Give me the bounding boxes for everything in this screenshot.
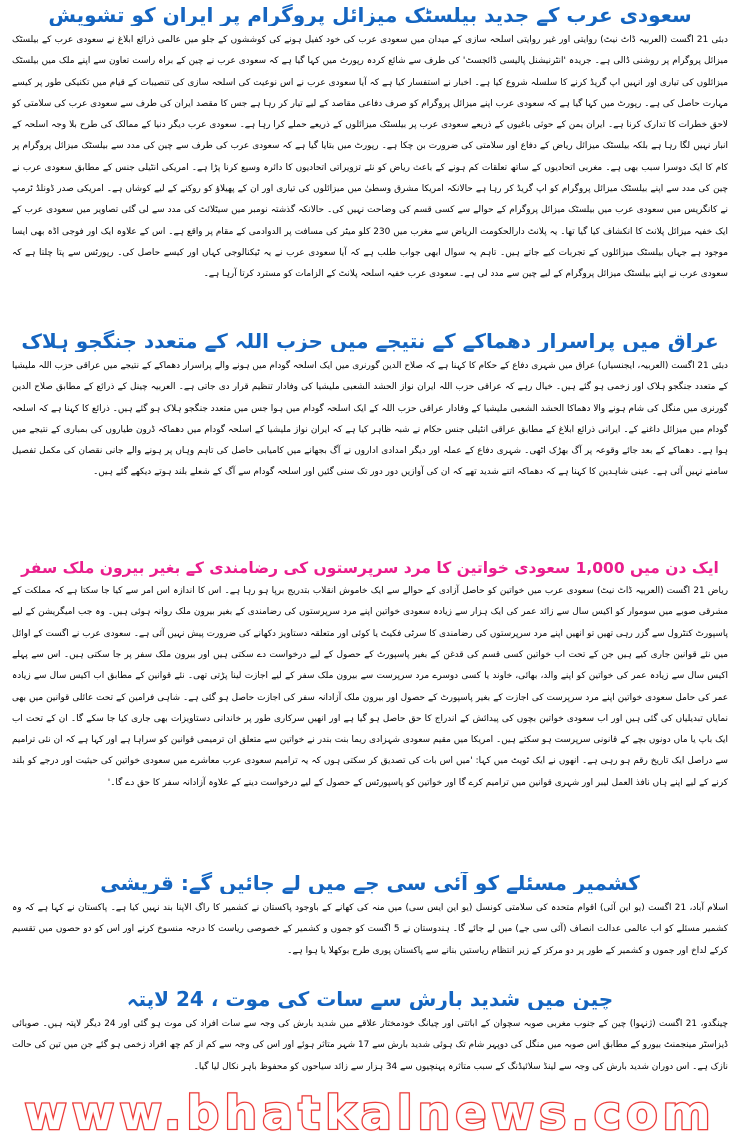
- article-saudi-missile: [12, 4, 728, 337]
- article-china-rain: [12, 988, 728, 1089]
- article-body: ریاض 21 اگست (العربیہ ڈاٹ نیٹ) سعودی عرب میں خواتین کو حاصل آزادی کے حوالے سے ایک خاموش انقلاب بتدریج برپا ہو رہا ہے۔ اس کا اندازہ اس امر سے کیا جا سکتا ہے کہ مملکت کے مشرقی صوبے میں سوموار کو اکیس سال سے زائد عمر کی ایک ہزار سے زیادہ سعودی خواتین اپنے مرد سرپرستوں کی رضامندی کے بغیر بیرون ملک روانہ ہوئی ہیں۔ وہ جب امیگریشن کے لیے پاسپورٹ کنٹرول سے گزر رہی تھیں تو انھیں اپنے مرد سرپرستوں کی رضامندی کا سرٹی فکیٹ یا کوئی اور متعلقہ دستاویز دکھانے کی ضرورت پیش نہیں آئی ہے۔ سعودی عرب نے اگست کے اوائل میں نئے قوانین جاری کیے ہیں جن کے تحت اب خواتین کسی قسم کی قدغن کے بغیر پاسپورٹ کے حصول کے لیے درخواست دے سکتی ہیں اور بیرون ملک سفر پر جا سکتی ہیں۔ اس سے پہلے اکیس سال سے زیادہ عمر کی خواتین کو اپنے والد، بھائی، خاوند یا کسی دوسرے مرد سرپرست سے بیرون ملک سفر کے لیے اجازت لینا پڑتی تھی۔ نئے قوانین کے مطابق اب اکیس سال سے زیادہ عمر کی حامل سعودی خواتین اپنے مرد سرپرست کی اجازت کے بغیر پاسپورٹ کے حصول اور بیرون ملک آزادانہ سفر کی اجازت حاصل ہو گئی ہے۔ شاہی فرامین کے تحت عائلی قوانین میں بھی نمایاں تبدیلیاں کی گئی ہیں اور اب سعودی خواتین بچوں کی پیدائش کے اندراج کا حق حاصل ہو گیا ہے اور انھیں سرکاری طور پر خاندانی دستاویزات بھی جاری کیا جا سکے گا۔ ان کے تحت اب ایک باپ یا ماں دونوں بچے کے قانونی سرپرست ہو سکتے ہیں۔ امریکا میں مقیم سعودی شہزادی ریما بنت بندر نے خواتین سے متعلق ان ترمیمی قوانین کو سراہا ہے اور کہا ہے کہ ان نئی ترامیم سے دراصل ایک تاریخ رقم ہو رہی ہے۔ انھوں نے ایک ٹویٹ میں کہا: 'میں اس بات کی تصدیق کر سکتی ہوں کہ یہ ترامیم سعودی عرب معاشرے میں سعودی خواتین کی حیثیت اور درجے کو بلند کرنے کے لیے اپنے ہاں نافذ العمل لیبر اور شہری قوانین میں ترامیم کرے گا اور خواتین کو پاسپورٹس کے حصول کے لیے درخواست دینے کے علاوہ آزادانہ سفر کا حق دے گا۔': [12, 586, 728, 788]
- article-body: اسلام آباد، 21 اگست (یو این آئی) اقوام متحدہ کی سلامتی کونسل (یو این ایس سی) میں منہ کی کھانے کے باوجود پاکستان نے کشمیر کا راگ الاپنا بند نہیں کیا ہے۔ پاکستان نے کہا ہے کہ وہ کشمیر مسئلے کو اب عالمی عدالت انصاف (آئی سی جے) میں لے جائے گا۔ ہندوستان نے 5 اگست کو جموں و کشمیر کے خصوصی ریاست کا درجہ منسوخ کرنے اور اس کو دو حصوں میں تقسیم کرکے لداخ اور جموں و کشمیر کے طور پر دو مرکز کے زیر انتظام ریاستیں بنانے سے پاکستان پوری طرح بوکھلا یا ہوا ہے۔: [12, 903, 728, 956]
- article-body: دبئی 21 اگست (العربیہ، ایجنسیاں) عراق میں شہری دفاع کے حکام کا کہنا ہے کہ صلاح الدین گورنری میں ایک اسلحہ گودام میں ہونے والے پراسرار دھماکے کے نتیجے میں عراقی حزب اللہ ملیشیا کے متعدد جنگجو ہلاک اور زخمی ہو گئے ہیں۔ خیال رہے کہ عراقی حزب اللہ ایران نواز الحشد الشعبی ملیشیا کی وفادار تنظیم قرار دی جاتی ہے۔ العربیہ چینل کے ذرائع کے مطابق صلاح الدین گورنری میں منگل کی شام ہونے والا دھماکا الحشد الشعبی ملیشیا کے وفادار عراقی حزب اللہ کے ایک اسلحہ گودام میں ہوا جس میں متعدد جنگجو ہلاک ہو گئے ہیں۔ ذرائع کا کہنا ہے کہ اسلحہ گودام میں میزائل داغنے کے۔ ایرانی ذرائع ابلاغ کے مطابق عراقی انٹیلی جنس حکام نے شبہ ظاہر کیا ہے کہ ایران نواز ملیشیا کے اسلحہ گودام میں دھماکہ ڈرون طیاروں کی بمباری کے نتیجے میں ہوا ہے۔ دھماکے کے بعد جائے وقوعہ پر آگ بھڑک اٹھی۔ شہری دفاع کے عملہ اور دیگر امدادی اداروں نے آگ بجھانے میں کامیابی حاصل کی تاہم وہاں پر ہونے والے جانی نقصان کی مکمل تفصیل سامنے نہیں آئی ہے۔ عینی شاہدین کا کہنا ہے کہ دھماکہ اتنے شدید تھے کہ ان کی آوازیں دور دور تک سنی گئیں اور اسلحہ گودام سے آگ کے شعلے بلند ہوتے دیکھے گئے ہیں۔: [12, 361, 728, 478]
- article-saudi-women-travel: [12, 560, 728, 866]
- article-kashmir-icj: [12, 872, 728, 995]
- article-body: چینگدو، 21 اگست (ژنہوا) چین کے جنوب مغربی صوبہ سچوان کے اباتتی اور چیانگ خودمختار علاقے میں شدید بارش کی وجہ سے سات افراد کی موت ہو گئی اور 24 دیگر لاپتہ ہیں۔ صوبائی ڈیزاسٹر مینجمنٹ بیورو کے مطابق اس صوبہ میں منگل کی دوپہر شام تک ہوئی شدید بارش سے 17 شہر متاثر ہوئے اور اس کی وجہ سے کم از کم چھ افراد زخمی ہو گئے جن میں تین کی حالت نازک ہے۔ اس دوران شدید بارش کی وجہ سے لینڈ سلائیڈنگ کے سبب متاثرہ پہنچیوں سے 34 ہزار سے زائد سیاحوں کو محفوظ باہر نکال لیا گیا۔: [12, 1019, 728, 1072]
- site-footer: [0, 1086, 740, 1141]
- article-body: دبئی 21 اگست (العربیہ ڈاٹ نیٹ) روایتی اور غیر روایتی اسلحہ سازی کے میدان میں سعودی عرب کی خود کفیل ہونے کی کوششوں کے جلو میں عالمی ذرائع ابلاغ نے سعودی عرب کے بیلسٹک میزائل پروگرام پر روشنی ڈالی ہے۔ جریدہ 'انٹرنیشنل پالیسی ڈائجسٹ' کی طرف سے شائع کردہ رپورٹ میں کہا گیا ہے کہ سعودی عرب نے چین کے براہ راست تعاون سے اپنے ملک میں بیلسٹک میزائلوں کی تیاری اور انہیں اپ گریڈ کرنے کا سلسلہ شروع کیا ہے۔ اخبار نے استفسار کیا ہے کہ آیا سعودی عرب نے اس نوعیت کی اسلحہ سازی کی تنصیبات کے قیام میں تکنیکی طور پر کیسے مہارت حاصل کی ہے۔ رپورٹ میں کہا گیا ہے کہ سعودی عرب اپنے میزائل پروگرام کو صرف دفاعی مقاصد کے لیے تیار کر رہا ہے جس کا مقصد ایران کی طرف سے سعودی عرب کی سلامتی کو لاحق خطرات کا تدارک کرنا ہے۔ ایران یمن کے حوثی باغیوں کے ذریعے سعودی عرب پر بیلسٹک میزائلوں کے ذریعے حملے کرا رہا ہے۔ سعودی عرب دیگر دنیا کے ممالک کی طرح بلا وجہ اسلحہ کے انبار نہیں لگا رہا ہے بلکہ بیلسٹک میزائل ریاض کے دفاع اور سلامتی کی ضرورت بن چکا ہے۔ رپورٹ میں بتایا گیا ہے کہ سعودی عرب کی طرف سے چین کی مدد سے بیلسٹک میزائل پروگرام پر کام کا ایک دوسرا سبب بھی ہے۔ مغربی اتحادیوں کے ساتھ تعلقات کم ہونے کے باعث ریاض کو نئے تزویراتی اتحادیوں کا دائرہ وسیع کرنا پڑا ہے۔ امریکی انٹیلی جنس کے مطابق سعودی عرب نے چین کی مدد سے اپنے بیلسٹک میزائل پروگرام کو اپ گریڈ کر رہا ہے حالانکہ امریکا مشرق وسطیٰ میں میزائلوں کی تیاری اور ان کے پھیلاؤ کو روکنے کے لیے کوشاں ہے۔ امریکی صدر ڈونلڈ ٹرمپ نے کانگریس میں سعودی عرب میں بیلسٹک میزائل پروگرام کے حوالے سے کسی قسم کی وضاحت نہیں کی۔ حالانکہ گذشتہ نومبر میں سیٹلائٹ کی مدد سے لی گئی تصاویر میں سعودی عرب کے ایک خفیہ میزائل پلانٹ کا انکشاف کیا گیا تھا۔ یہ پلانٹ دارالحکومت الریاض سے مغرب میں 230 کلو میٹر کی مسافت پر الدوادمی کے مقام پر واقع ہے۔ اس کے علاوہ ایک اور فوجی اڈہ بھی ایسا موجود ہے جہاں بیلسٹک میزائلوں کے تجربات کیے جاتے ہیں۔ تاہم یہ سوال ابھی جواب طلب ہے کہ آیا سعودی عرب نے یہ ٹیکنالوجی کہاں اور کیسے حاصل کی۔ رپورٹس سے پتا چلتا ہے کہ سعودی عرب نے اپنے بیلسٹک میزائل پروگرام کے لیے چین سے مدد لی ہے۔ سعودی عرب خفیہ اسلحہ پلانٹ کے الزامات کو مسترد کرتا آرہا ہے۔: [12, 35, 728, 280]
- article-headline: ایک دن میں 1,000 سعودی خواتین کا مرد سرپرستوں کی رضامندی کے بغیر بیرون ملک سفر: [21, 560, 719, 577]
- article-iraq-blast: [12, 330, 728, 557]
- article-headline: کشمیر مسئلے کو آئی سی جے میں لے جائیں گے: قریشی: [100, 872, 640, 894]
- article-headline: چین میں شدید بارش سے سات کی موت ، 24 لاپتہ: [126, 988, 614, 1010]
- article-headline: عراق میں پراسرار دھماکے کے نتیجے میں حزب اللہ کے متعدد جنگجو ہلاک: [21, 330, 719, 352]
- site-url[interactable]: www.bhatkalnews.com: [24, 1086, 716, 1140]
- article-headline: سعودی عرب کے جدید بیلسٹک میزائل پروگرام پر ایران کو تشویش: [48, 4, 692, 26]
